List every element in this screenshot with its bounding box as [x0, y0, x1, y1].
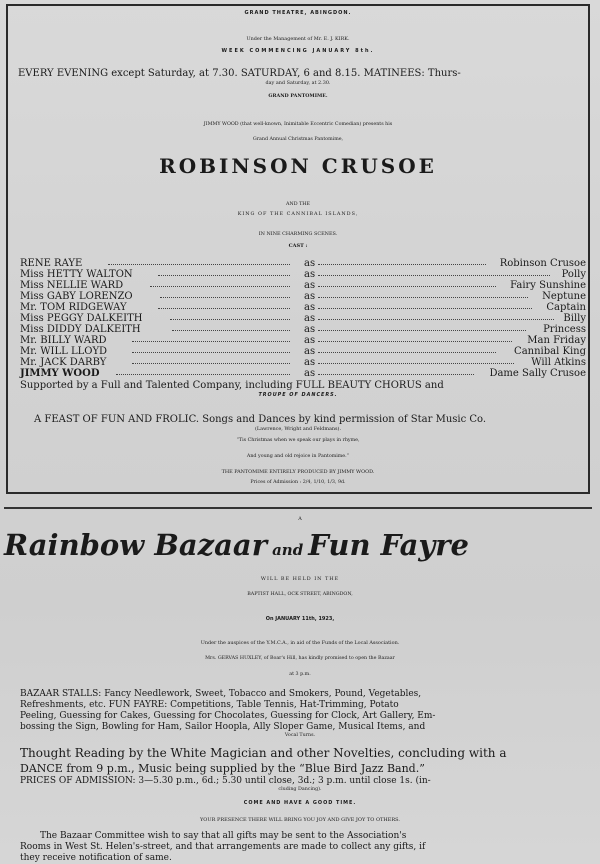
cast-as: as: [304, 258, 316, 269]
column-divider: [4, 507, 592, 509]
stalls-line-4: bossing the Sign, Bowling for Ham, Sailor Hoopla, Ally Sloper Game, Musical Items, and: [20, 722, 426, 732]
prices-line-2: cluding Dancing).: [278, 787, 322, 792]
cast-name: Miss HETTY WALTON: [20, 269, 133, 280]
venue-line: BAPTIST HALL, OCK STREET, ABINGDON,: [247, 592, 353, 597]
supported-line: Supported by a Full and Talented Company, including FULL BEAUTY CHORUS and: [20, 380, 444, 391]
stalls-line-2: Refreshments, etc. FUN FAYRE: Competitions, Table Tennis, Hat-Trimming, Potato: [20, 700, 399, 710]
held-line: WILL BE HELD IN THE: [260, 576, 340, 582]
cast-role: Dame Sally Crusoe: [489, 368, 586, 379]
stalls-line-1: BAZAAR STALLS: Fancy Needlework, Sweet, Tobacco and Smokers, Pound, Vegetables,: [20, 689, 422, 699]
cast-as: as: [304, 368, 316, 379]
bazaar-title-part-1: Rainbow Bazaar: [4, 528, 267, 562]
cast-role: Will Atkins: [531, 357, 586, 368]
cast-as: as: [304, 302, 316, 313]
cast-row: [20, 258, 586, 269]
cast-as: as: [304, 346, 316, 357]
committee-line-3: they receive notification of same.: [20, 853, 172, 863]
stalls-line-3: Peeling, Guessing for Cakes, Guessing for Chocolates, Guessing for Clock, Art Gallery, Em-: [20, 711, 436, 721]
show-type: GRAND PANTOMIME.: [268, 94, 328, 99]
cast-name: RENE RAYE: [20, 258, 83, 269]
cast-name: Mr. WILL LLOYD: [20, 346, 108, 357]
committee-line-1: The Bazaar Committee wish to say that all gifts may be sent to the Association's: [40, 831, 407, 841]
cast-row: [20, 324, 586, 335]
thought-line-1: Thought Reading by the White Magician and other Novelties, concluding with a: [20, 746, 507, 760]
feast-line-2: (Lawrence, Wright and Feldmans).: [254, 426, 342, 432]
theatre-title: GRAND THEATRE, ABINGDON.: [244, 10, 352, 16]
cast-role: Billy: [563, 313, 586, 324]
cast-row: [20, 346, 586, 357]
cast-row: [20, 269, 586, 280]
bazaar-title-part-2: Fun Fayre: [308, 528, 469, 562]
cast-role: Captain: [546, 302, 586, 313]
bazaar-title: [4, 528, 469, 562]
prices-line-1: PRICES OF ADMISSION: 3—5.30 p.m., 6d.; 5.30 until close, 3d.; 3 p.m. until close 1s. (in-: [20, 776, 431, 786]
verse-line-2: And young and old rejoice in Pantomime.”: [246, 454, 350, 459]
cast-role: Fairy Sunshine: [510, 280, 586, 291]
cast-name: Mr. JACK DARBY: [20, 357, 107, 368]
article-a: A: [298, 516, 302, 522]
theatre-advertisement: [6, 4, 590, 494]
cast-name: Miss NELLIE WARD: [20, 280, 124, 291]
cast-row: [20, 291, 586, 302]
presence-line: YOUR PRESENCE THERE WILL BRING YOU JOY AND GIVE JOY TO OTHERS.: [200, 817, 400, 823]
bazaar-title-and: and: [272, 541, 304, 559]
management-line: Under the Management of Mr. E. J. KIRK.: [246, 36, 350, 42]
stalls-line-5: Vocal Turns.: [284, 733, 316, 738]
times-line-2: day and Saturday, at 2.30.: [265, 80, 331, 86]
thought-line-2: DANCE from 9 p.m., Music being supplied by the “Blue Bird Jazz Band.”: [20, 762, 425, 775]
cast-name: Miss DIDDY DALKEITH: [20, 324, 141, 335]
cast-name: Mr. TOM RIDGEWAY: [20, 302, 127, 313]
opener-line-1: Mrs. GERVAS HUXLEY, of Boar's Hill, has kindly promised to open the Bazaar: [205, 656, 395, 661]
cast-name: Miss PEGGY DALKEITH: [20, 313, 143, 324]
cast-role: Man Friday: [527, 335, 586, 346]
verse-line-1: “Tis Christmas when we speak our plays in rhyme,: [236, 438, 360, 443]
cast-row: [20, 368, 586, 379]
cast-name: JIMMY WOOD: [20, 368, 100, 379]
show-subtitle: KING OF THE CANNIBAL ISLANDS,: [237, 211, 359, 217]
cast-as: as: [304, 280, 316, 291]
committee-line-2: Rooms in West St. Helen's-street, and that arrangements are made to collect any gifts, if: [20, 842, 426, 852]
presenter-line-1: JIMMY WOOD (that well-known, Inimitable Eccentric Comedian) presents his: [203, 122, 393, 127]
cast-row: [20, 313, 586, 324]
presenter-line-2: Grand Annual Christmas Pantomime,: [252, 137, 344, 142]
cast-as: as: [304, 335, 316, 346]
cast-as: as: [304, 291, 316, 302]
show-title: ROBINSON CRUSOE: [159, 154, 437, 178]
date-line: On JANUARY 11th, 1923,: [265, 616, 335, 622]
cast-row: [20, 302, 586, 313]
cast-as: as: [304, 357, 316, 368]
cast-role: Neptune: [542, 291, 586, 302]
cast-as: as: [304, 324, 316, 335]
cast-row: [20, 280, 586, 291]
week-line: WEEK COMMENCING JANUARY 8th.: [221, 48, 375, 54]
troupe-line: TROUPE OF DANCERS.: [258, 392, 338, 398]
auspices-line: Under the auspices of the Y.M.C.A., in aid of the Funds of the Local Association.: [200, 640, 400, 646]
produced-line: THE PANTOMIME ENTIRELY PRODUCED BY JIMMY WOOD.: [221, 469, 375, 475]
cast-role: Cannibal King: [514, 346, 586, 357]
cast-role: Polly: [561, 269, 586, 280]
cast-name: Miss GABY LORENZO: [20, 291, 133, 302]
cast-as: as: [304, 313, 316, 324]
cast-role: Princess: [543, 324, 586, 335]
cast-row: [20, 357, 586, 368]
cast-name: Mr. BILLY WARD: [20, 335, 107, 346]
cast-role: Robinson Crusoe: [499, 258, 586, 269]
opener-line-2: at 3 p.m.: [289, 672, 311, 677]
admission-prices: Prices of Admission : 2/4, 1/10, 1/3, 9d.: [250, 480, 346, 485]
cast-row: [20, 335, 586, 346]
times-line-1: EVERY EVENING except Saturday, at 7.30. SATURDAY, 6 and 8.15. MATINEES: Thurs-: [18, 68, 461, 79]
and-the: AND THE: [286, 202, 310, 207]
cast-as: as: [304, 269, 316, 280]
feast-line-1: A FEAST OF FUN AND FROLIC. Songs and Dances by kind permission of Star Music Co.: [34, 414, 487, 425]
cast-heading: CAST :: [288, 243, 308, 249]
come-line: COME AND HAVE A GOOD TIME.: [243, 800, 357, 806]
scenes-line: IN NINE CHARMING SCENES.: [258, 231, 338, 237]
